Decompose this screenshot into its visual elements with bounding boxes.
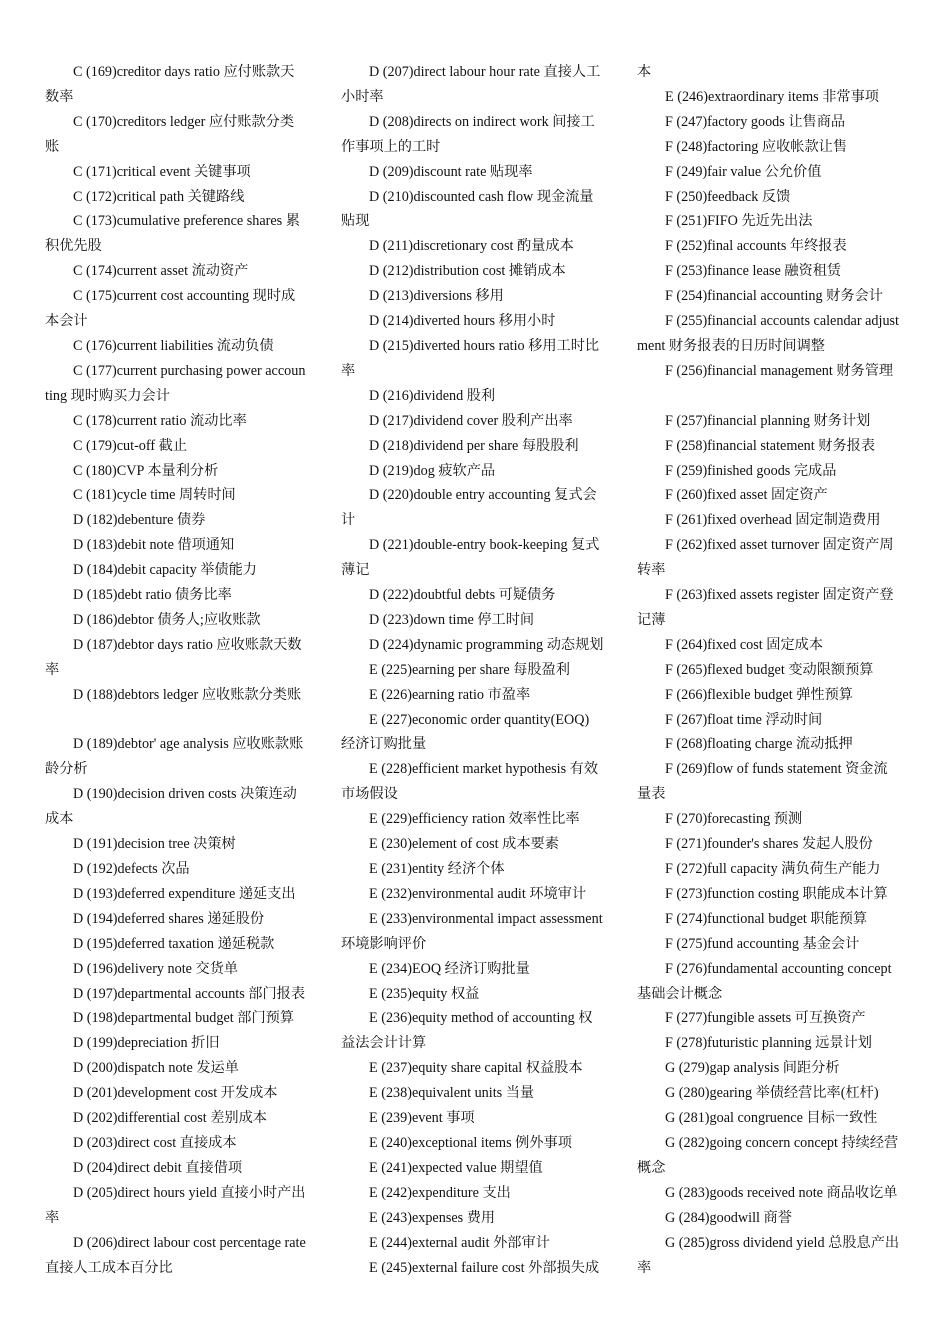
glossary-entry: E (240)exceptional items 例外事项 <box>369 1134 572 1151</box>
glossary-entry: F (262)fixed asset turnover 固定资产周转率 <box>637 537 894 579</box>
glossary-entry: C (180)CVP 本量利分析 <box>73 462 219 479</box>
blank-line <box>637 384 901 409</box>
glossary-column-2 <box>341 60 605 1280</box>
glossary-entry: D (184)debit capacity 举债能力 <box>73 562 257 579</box>
glossary-entry: E (246)extraordinary items 非常事项 <box>665 88 879 105</box>
glossary-entry: E (239)event 事项 <box>369 1110 475 1127</box>
glossary-entry: F (251)FIFO 先近先出法 <box>665 213 813 230</box>
glossary-entry: C (169)creditor days ratio 应付账款天数率 <box>45 64 295 105</box>
glossary-entry: D (216)dividend 股利 <box>369 387 496 404</box>
glossary-entry: E (234)EOQ 经济订购批量 <box>369 960 530 977</box>
glossary-entry: C (173)cumulative preference shares 累积优先股 <box>45 213 300 255</box>
glossary-entry: D (223)down time 停工时间 <box>369 611 535 628</box>
glossary-entry: C (178)current ratio 流动比率 <box>73 412 247 429</box>
glossary-entry: F (263)fixed assets register 固定资产登记薄 <box>637 587 894 628</box>
glossary-entry: D (202)differential cost 差别成本 <box>73 1110 267 1127</box>
glossary-entry: C (181)cycle time 周转时间 <box>73 487 236 504</box>
glossary-entry: D (191)decision tree 决策树 <box>73 836 236 853</box>
glossary-entry: D (203)direct cost 直接成本 <box>73 1134 237 1151</box>
glossary-entry: C (171)critical event 关键事项 <box>73 163 251 180</box>
glossary-entry: E (231)entity 经济个体 <box>369 861 505 877</box>
glossary-entry: E (229)efficiency ration 效率性比率 <box>369 811 580 828</box>
glossary-entry: D (190)decision driven costs 决策连动成本 <box>45 786 297 828</box>
glossary-column-3 <box>637 60 901 1280</box>
glossary-entry: C (172)critical path 关键路线 <box>73 188 245 205</box>
glossary-entry: F (264)fixed cost 固定成本 <box>665 636 824 653</box>
glossary-entry: F (252)final accounts 年终报表 <box>665 238 847 255</box>
glossary-entry: D (219)dog 疲软产品 <box>369 462 496 479</box>
glossary-entry: F (273)function costing 职能成本计算 <box>665 885 888 902</box>
glossary-entry: G (284)goodwill 商誉 <box>665 1209 792 1226</box>
glossary-entry: E (237)equity share capital 权益股本 <box>369 1060 583 1077</box>
glossary-entry: D (192)defects 次品 <box>73 861 190 877</box>
glossary-entry: D (205)direct hours yield 直接小时产出率 <box>45 1184 306 1226</box>
glossary-entry: F (274)functional budget 职能预算 <box>665 910 868 927</box>
glossary-entry: D (185)debt ratio 债务比率 <box>73 587 232 604</box>
glossary-entry: D (194)deferred shares 递延股份 <box>73 910 265 927</box>
glossary-entry: D (214)diverted hours 移用小时 <box>369 313 556 330</box>
glossary-entry: D (198)departmental budget 部门预算 <box>73 1010 295 1027</box>
glossary-entry: F (275)fund accounting 基金会计 <box>665 935 860 952</box>
glossary-entry: D (217)dividend cover 股利产出率 <box>369 412 573 429</box>
glossary-entry: E (243)expenses 费用 <box>369 1209 496 1226</box>
glossary-entry: C (179)cut-off 截止 <box>73 437 188 454</box>
glossary-entry: F (270)forecasting 预测 <box>665 811 803 828</box>
glossary-entry: D (196)delivery note 交货单 <box>73 960 239 977</box>
glossary-entry: G (282)going concern concept 持续经营概念 <box>637 1134 899 1176</box>
glossary-entry: C (175)current cost accounting 现时成本会计 <box>45 288 296 330</box>
glossary-entry: F (258)financial statement 财务报表 <box>665 437 876 454</box>
glossary-entry: F (261)fixed overhead 固定制造费用 <box>665 512 881 529</box>
glossary-entry: D (207)direct labour hour rate 直接人工小时率 <box>341 64 601 105</box>
glossary-entry: D (210)discounted cash flow 现金流量贴现 <box>341 188 594 230</box>
glossary-entry: E (244)external audit 外部审计 <box>369 1234 550 1251</box>
glossary-entry: D (206)direct labour cost percentage rate 直接人工成本百分比 <box>45 1234 306 1276</box>
blank-line <box>45 708 307 733</box>
glossary-entry: D (200)dispatch note 发运单 <box>73 1060 239 1077</box>
glossary-entry: D (218)dividend per share 每股股利 <box>369 437 579 454</box>
glossary-entry: C (170)creditors ledger 应付账款分类账 <box>45 113 295 155</box>
glossary-entry: E (227)economic order quantity(EOQ) 经济订购批量 <box>341 711 590 753</box>
glossary-entry: F (250)feedback 反馈 <box>665 188 791 205</box>
glossary-entry: F (255)financial accounts calendar adjustment 财务报表的日历时间调整 <box>637 313 900 354</box>
glossary-entry: D (182)debenture 债券 <box>73 512 206 529</box>
glossary-entry: F (247)factory goods 让售商品 <box>665 113 846 130</box>
glossary-entry: F (269)flow of funds statement 资金流量表 <box>637 761 888 803</box>
glossary-entry: D (193)deferred expenditure 递延支出 <box>73 885 296 902</box>
glossary-column-1 <box>45 60 307 1280</box>
glossary-entry: F (271)founder's shares 发起人股份 <box>665 836 873 853</box>
glossary-entry: E (245)external failure cost 外部损失成 <box>369 1259 600 1276</box>
glossary-entry: F (254)financial accounting 财务会计 <box>665 288 883 305</box>
glossary-entry: E (230)element of cost 成本要素 <box>369 836 559 853</box>
glossary-entry: D (215)diverted hours ratio 移用工时比率 <box>341 337 600 379</box>
glossary-entry: D (201)development cost 开发成本 <box>73 1085 278 1102</box>
glossary-entry: F (249)fair value 公允价值 <box>665 163 822 180</box>
glossary-entry: 本 <box>637 64 652 80</box>
glossary-entry: F (259)finished goods 完成品 <box>665 462 837 479</box>
glossary-entry: D (220)double entry accounting 复式会计 <box>341 487 597 529</box>
glossary-entry: E (232)environmental audit 环境审计 <box>369 885 587 902</box>
glossary-entry: F (267)float time 浮动时间 <box>665 711 823 728</box>
glossary-entry: E (235)equity 权益 <box>369 985 480 1002</box>
glossary-entry: E (242)expenditure 支出 <box>369 1184 511 1201</box>
glossary-entry: E (238)equivalent units 当量 <box>369 1085 535 1102</box>
glossary-entry: C (174)current asset 流动资产 <box>73 263 249 280</box>
glossary-entry: F (272)full capacity 满负荷生产能力 <box>665 861 881 877</box>
glossary-entry: F (257)financial planning 财务计划 <box>665 412 871 429</box>
glossary-entry: C (176)current liabilities 流动负债 <box>73 337 274 354</box>
glossary-entry: D (209)discount rate 贴现率 <box>369 163 533 180</box>
glossary-entry: F (268)floating charge 流动抵押 <box>665 736 853 753</box>
glossary-entry: F (278)futuristic planning 远景计划 <box>665 1035 872 1052</box>
glossary-entry: C (177)current purchasing power accounting 现时购买力会计 <box>45 362 306 404</box>
glossary-entry: E (228)efficient market hypothesis 有效市场假设 <box>341 761 599 803</box>
glossary-entry: G (279)gap analysis 间距分析 <box>665 1060 840 1077</box>
glossary-entry: F (248)factoring 应收帐款让售 <box>665 138 848 155</box>
glossary-entry: F (265)flexed budget 变动限额预算 <box>665 661 874 678</box>
glossary-entry: D (211)discretionary cost 酌量成本 <box>369 238 574 255</box>
glossary-entry: D (188)debtors ledger 应收账款分类账 <box>73 686 302 703</box>
glossary-entry: D (208)directs on indirect work 间接工作事项上的工时 <box>341 113 595 155</box>
glossary-entry: D (224)dynamic programming 动态规划 <box>369 636 604 653</box>
glossary-entry: D (186)debtor 债务人;应收账款 <box>73 611 261 628</box>
glossary-entry: F (256)financial management 财务管理 <box>665 362 894 379</box>
glossary-entry: D (212)distribution cost 摊销成本 <box>369 263 566 280</box>
glossary-entry: F (260)fixed asset 固定资产 <box>665 487 828 504</box>
glossary-entry: D (204)direct debit 直接借项 <box>73 1159 243 1176</box>
glossary-entry: E (225)earning per share 每股盈利 <box>369 661 570 678</box>
glossary-entry: D (197)departmental accounts 部门报表 <box>73 985 306 1002</box>
glossary-entry: D (199)depreciation 折旧 <box>73 1035 220 1052</box>
glossary-entry: D (187)debtor days ratio 应收账款天数率 <box>45 636 302 678</box>
glossary-entry: E (236)equity method of accounting 权益法会计计算 <box>341 1010 593 1052</box>
glossary-entry: D (183)debit note 借项通知 <box>73 537 235 554</box>
glossary-entry: D (213)diversions 移用 <box>369 288 504 305</box>
glossary-entry: F (277)fungible assets 可互换资产 <box>665 1010 866 1027</box>
glossary-entry: E (233)environmental impact assessment 环境影响评价 <box>341 910 603 952</box>
glossary-entry: F (266)flexible budget 弹性预算 <box>665 686 853 703</box>
glossary-entry: G (281)goal congruence 目标一致性 <box>665 1110 878 1127</box>
glossary-entry: D (189)debtor' age analysis 应收账款账龄分析 <box>45 736 304 778</box>
glossary-entry: D (195)deferred taxation 递延税款 <box>73 935 275 952</box>
glossary-entry: G (283)goods received note 商品收讫单 <box>665 1184 898 1201</box>
glossary-entry: E (241)expected value 期望值 <box>369 1159 543 1176</box>
glossary-entry: G (285)gross dividend yield 总股息产出率 <box>637 1234 900 1276</box>
glossary-entry: D (221)double-entry book-keeping 复式薄记 <box>341 537 600 579</box>
glossary-entry: E (226)earning ratio 市盈率 <box>369 686 531 703</box>
glossary-entry: F (253)finance lease 融资租赁 <box>665 263 842 280</box>
glossary-entry: D (222)doubtful debts 可疑债务 <box>369 587 556 604</box>
glossary-entry: G (280)gearing 举债经营比率(杠杆) <box>665 1085 879 1102</box>
glossary-entry: F (276)fundamental accounting concept 基础会计概念 <box>637 960 892 1002</box>
